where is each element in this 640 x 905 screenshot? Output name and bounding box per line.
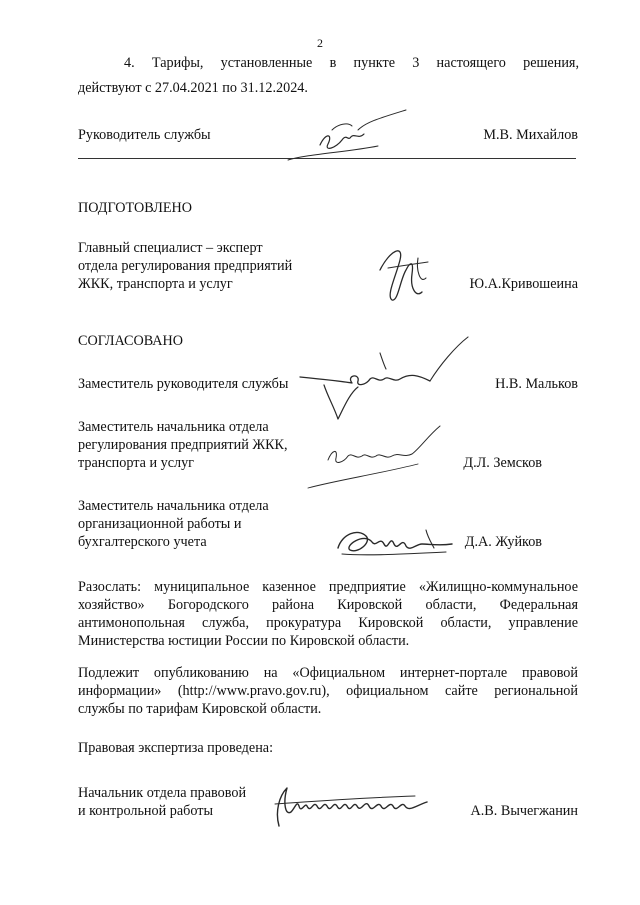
legal-name: А.В. Вычегжанин <box>470 803 578 819</box>
distribution-line-2: хозяйство» Богородского района Кировской области, Федеральная <box>78 597 578 613</box>
signer2-position-1: Заместитель начальника отдела <box>78 419 269 435</box>
signer2-position-3: транспорта и услуг <box>78 455 194 471</box>
signer1-name: Н.В. Мальков <box>495 376 578 392</box>
signer3-position-2: организационной работы и <box>78 516 242 532</box>
item4-line1: 4. Тарифы, установленные в пункте 3 настоящего решения, <box>124 55 579 71</box>
head-title: Руководитель службы <box>78 127 211 143</box>
distribution-line-1: Разослать: муниципальное казенное предприятие «Жилищно-коммунальное <box>78 579 578 595</box>
distribution-line-4: Министерства юстиции России по Кировской области. <box>78 633 410 649</box>
prepared-position-2: отдела регулирования предприятий <box>78 258 293 274</box>
publication-line-3: службы по тарифам Кировской области. <box>78 701 322 717</box>
prepared-label: ПОДГОТОВЛЕНО <box>78 200 192 216</box>
signer2-position-2: регулирования предприятий ЖКК, <box>78 437 288 453</box>
head-name: М.В. Михайлов <box>483 127 578 143</box>
prepared-signature <box>370 240 440 310</box>
head-signature <box>288 110 408 170</box>
signer1-position-1: Заместитель руководителя службы <box>78 376 289 392</box>
prepared-position-3: ЖКК, транспорта и услуг <box>78 276 233 292</box>
page-number: 2 <box>317 36 323 50</box>
legal-position-1: Начальник отдела правовой <box>78 785 247 801</box>
distribution-line-3: антимонопольная служба, прокуратура Кировской области, управление <box>78 615 578 631</box>
signer2-signature <box>308 420 448 490</box>
legal-signature <box>265 782 430 832</box>
item4-line2: действуют с 27.04.2021 по 31.12.2024. <box>78 80 308 96</box>
legal-note: Правовая экспертиза проведена: <box>78 740 274 756</box>
signer1-signature <box>300 335 470 425</box>
agreed-label: СОГЛАСОВАНО <box>78 333 184 349</box>
signer3-name: Д.А. Жуйков <box>464 534 542 550</box>
signer3-signature <box>336 522 456 562</box>
signer2-name: Д.Л. Земсков <box>463 455 542 471</box>
publication-line-1: Подлежит опубликованию на «Официальном интернет-портале правовой <box>78 665 578 681</box>
prepared-name: Ю.А.Кривошеина <box>469 276 578 292</box>
publication-line-2: информации» (http://www.pravo.gov.ru), официальном сайте региональной <box>78 683 578 699</box>
prepared-position-1: Главный специалист – эксперт <box>78 240 263 256</box>
signer3-position-1: Заместитель начальника отдела <box>78 498 269 514</box>
legal-position-2: и контрольной работы <box>78 803 213 819</box>
signer3-position-3: бухгалтерского учета <box>78 534 207 550</box>
